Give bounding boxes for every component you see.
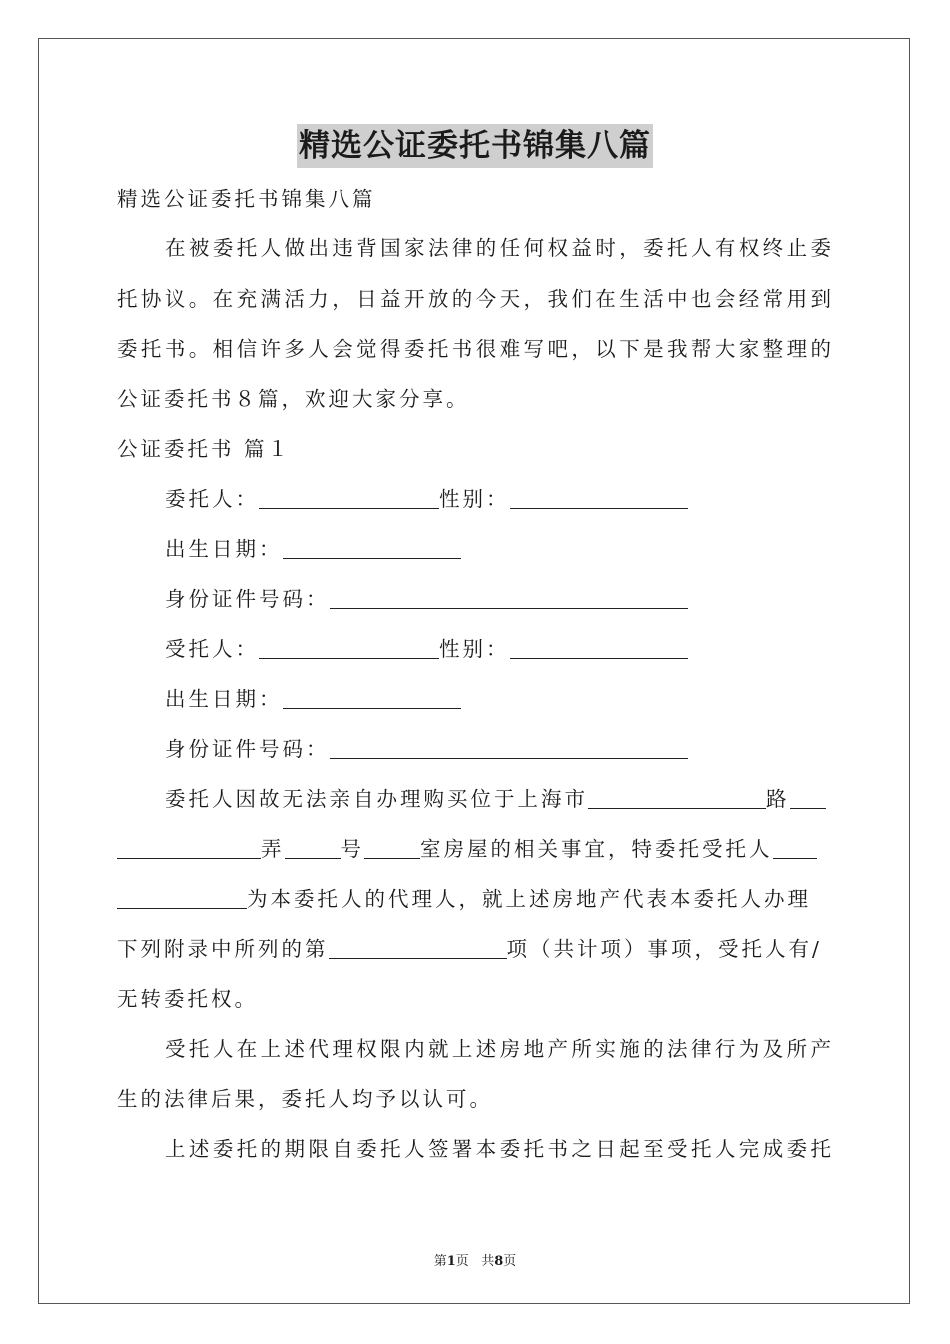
client-birth-row — [165, 534, 461, 564]
agent-blank-cont[interactable] — [117, 888, 247, 909]
client-birth-blank[interactable] — [283, 538, 461, 559]
agent-row — [165, 634, 688, 664]
body-text: 为本委托人的代理人，就上述房地产代表本委托人办理 — [247, 887, 811, 911]
agent-id-label: 身份证件号码： — [165, 737, 330, 761]
agent-birth-row — [165, 684, 461, 714]
road-blank[interactable] — [790, 788, 826, 809]
client-gender-label: 性别： — [439, 487, 510, 511]
body-line-3 — [117, 884, 811, 914]
body-text: 弄 — [261, 837, 285, 861]
client-id-row — [165, 584, 688, 614]
intro-line-3: 委托书。相信许多人会觉得委托书很难写吧，以下是我帮大家整理的 — [117, 337, 833, 361]
body-text: 委托人因故无法亲自办理购买位于上海市 — [165, 787, 588, 811]
footer-text: 页 共 — [455, 1254, 495, 1269]
agent-gender-blank[interactable] — [510, 638, 688, 659]
agent-label: 受托人： — [165, 637, 259, 661]
body-line-6: 受托人在上述代理权限内就上述房地产所实施的法律行为及所产 — [165, 1037, 833, 1061]
document-title — [0, 124, 950, 168]
intro-line-4: 公证委托书８篇，欢迎大家分享。 — [117, 387, 470, 411]
client-name-blank[interactable] — [259, 488, 439, 509]
agent-id-row — [165, 734, 688, 764]
intro-line-2: 托协议。在充满活力，日益开放的今天，我们在生活中也会经常用到 — [117, 287, 833, 311]
page-border — [38, 38, 910, 1304]
agent-blank[interactable] — [773, 838, 817, 859]
number-blank[interactable] — [364, 838, 420, 859]
road-blank-cont[interactable] — [117, 838, 261, 859]
agent-id-blank[interactable] — [330, 738, 688, 759]
item-blank[interactable] — [329, 938, 507, 959]
body-line-5: 无转委托权。 — [117, 987, 258, 1011]
body-text: 项（共计项）事项，受托人有/ — [506, 937, 822, 961]
body-text: 下列附录中所列的第 — [117, 937, 329, 961]
body-line-8: 上述委托的期限自委托人签署本委托书之日起至受托人完成委托 — [165, 1137, 833, 1161]
body-line-7: 生的法律后果，委托人均予以认可。 — [117, 1087, 493, 1111]
footer-text: 第 — [433, 1254, 447, 1269]
city-blank[interactable] — [588, 788, 766, 809]
body-line-4 — [117, 934, 822, 964]
intro-line-1: 在被委托人做出违背国家法律的任何权益时，委托人有权终止委 — [165, 236, 833, 260]
subtitle: 精选公证委托书锦集八篇 — [117, 187, 376, 211]
agent-birth-blank[interactable] — [283, 688, 461, 709]
current-page-number: 1 — [446, 1254, 456, 1269]
footer-text: 页 — [503, 1254, 517, 1269]
body-text: 室房屋的相关事宜，特委托受托人 — [420, 837, 773, 861]
client-birth-label: 出生日期： — [165, 537, 283, 561]
client-label: 委托人： — [165, 487, 259, 511]
body-line-1 — [165, 784, 826, 814]
client-id-blank[interactable] — [330, 588, 688, 609]
client-gender-blank[interactable] — [510, 488, 688, 509]
title-text: 精选公证委托书锦集八篇 — [297, 124, 653, 168]
client-row — [165, 484, 688, 514]
lane-blank[interactable] — [285, 838, 341, 859]
agent-gender-label: 性别： — [439, 637, 510, 661]
body-line-2 — [117, 834, 817, 864]
total-page-count: 8 — [494, 1254, 504, 1269]
agent-birth-label: 出生日期： — [165, 687, 283, 711]
body-text: 路 — [766, 787, 790, 811]
agent-name-blank[interactable] — [259, 638, 439, 659]
client-id-label: 身份证件号码： — [165, 587, 330, 611]
page-footer — [0, 1250, 950, 1269]
section-heading: 公证委托书 篇１ — [117, 437, 292, 461]
body-text: 号 — [340, 837, 364, 861]
